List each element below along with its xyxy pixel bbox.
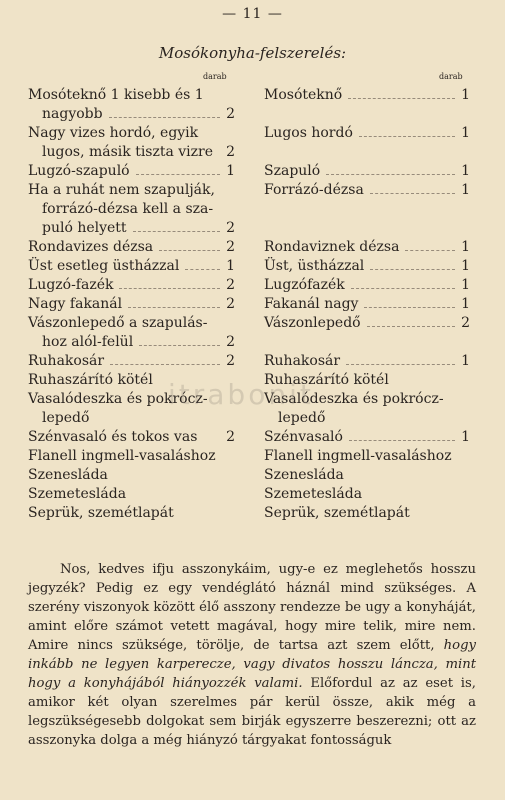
list-item: [28, 333, 235, 352]
item-label: Ha a ruhát nem szapulják,: [28, 182, 215, 198]
item-label: Szenesláda: [264, 467, 344, 483]
item-quantity: 2: [226, 277, 235, 293]
list-item: [264, 257, 470, 276]
item-label: Flanell ingmell-vasaláshoz: [264, 448, 452, 464]
leader-dots: [119, 288, 220, 289]
leader-dots: [136, 174, 220, 175]
list-item: [28, 200, 235, 219]
item-label: Ruhakosár: [264, 353, 341, 369]
list-item: [264, 314, 470, 333]
leader-dots: [139, 345, 220, 346]
item-label: hoz alól-felül: [42, 334, 134, 350]
leader-dots: [359, 136, 455, 137]
item-label: forrázó-dézsa kell a sza-: [42, 201, 214, 217]
item-quantity: 2: [226, 220, 235, 236]
leader-dots: [405, 250, 455, 251]
item-label: Forrázó-dézsa: [264, 182, 364, 198]
list-item: [264, 295, 470, 314]
list-item: [264, 428, 470, 447]
list-item: [264, 485, 470, 504]
body-paragraph: [28, 560, 476, 750]
list-item: [264, 143, 470, 162]
list-item: [264, 466, 470, 485]
leader-dots: [370, 193, 455, 194]
item-label: Vászonlepedő a szapulás-: [28, 315, 208, 331]
paragraph-text-continued: Előfordul az az eset is, amikor két olyan szerelmes pár kerül össze, akik még a legszükségesebb dolgokat sem birják egyszerre beszerezni; ott az asszonyka dolga a még hiányzó tárgyakat fontosságuk: [28, 676, 476, 748]
leader-dots: [110, 364, 220, 365]
item-label: Ruhakosár: [28, 353, 105, 369]
item-quantity: 1: [461, 277, 470, 293]
list-item: [28, 162, 235, 181]
list-item: [264, 200, 470, 219]
item-label: Üst esetleg üstházzal: [28, 258, 180, 274]
item-label: Lugos hordó: [264, 125, 353, 141]
list-item: [28, 447, 235, 466]
leader-dots: [185, 269, 220, 270]
leader-dots: [159, 250, 220, 251]
leader-dots: [351, 288, 455, 289]
item-quantity: 1: [461, 182, 470, 198]
item-label: puló helyett: [42, 220, 127, 236]
item-label: Szapuló: [264, 163, 321, 179]
list-item: [264, 447, 470, 466]
leader-dots: [367, 326, 456, 327]
list-item: [264, 105, 470, 124]
list-item: [264, 124, 470, 143]
list-item: [264, 219, 470, 238]
leader-dots: [346, 364, 455, 365]
item-label: Rondavizes dézsa: [28, 239, 154, 255]
item-label: Mosóteknő: [264, 87, 343, 103]
item-label: nagyobb: [42, 106, 103, 122]
list-item: [28, 276, 235, 295]
item-label: Seprük, szemétlapát: [28, 505, 174, 521]
item-label: Flanell ingmell-vasaláshoz: [28, 448, 216, 464]
leader-dots: [109, 117, 220, 118]
leader-dots: [349, 440, 455, 441]
item-label: Lugzó-fazék: [28, 277, 114, 293]
item-label: Lugzó-szapuló: [28, 163, 130, 179]
item-quantity: 2: [226, 353, 235, 369]
item-quantity: 1: [461, 125, 470, 141]
list-item: [28, 124, 235, 143]
item-label: Rondaviznek dézsa: [264, 239, 400, 255]
list-item: [264, 162, 470, 181]
item-quantity: 1: [226, 163, 235, 179]
watermark: itrabonit: [168, 378, 314, 411]
list-item: [28, 504, 235, 523]
leader-dots: [370, 269, 455, 270]
item-label: Vasalódeszka és pokrócz-: [264, 391, 444, 407]
equipment-list-left: [28, 86, 235, 523]
leader-dots: [133, 231, 221, 232]
list-item: [264, 86, 470, 105]
leader-dots: [326, 174, 455, 175]
item-quantity: 1: [461, 353, 470, 369]
list-item: [264, 333, 470, 352]
equipment-list-right: [264, 86, 470, 523]
list-item: [264, 181, 470, 200]
list-item: [28, 219, 235, 238]
item-quantity: 2: [226, 296, 235, 312]
item-label: Szemetesláda: [28, 486, 127, 502]
item-quantity: 1: [226, 258, 235, 274]
item-label: lepedő: [42, 410, 90, 426]
item-quantity: 1: [461, 429, 470, 445]
list-item: [28, 428, 235, 447]
leader-dots: [348, 98, 455, 99]
item-quantity: 2: [226, 144, 235, 160]
item-label: Vászonlepedő: [264, 315, 361, 331]
item-label: Mosóteknő 1 kisebb és 1: [28, 87, 204, 103]
item-quantity: 1: [461, 239, 470, 255]
list-item: [28, 257, 235, 276]
list-item: [28, 314, 235, 333]
list-item: [28, 86, 235, 105]
leader-dots: [128, 307, 220, 308]
paragraph-text: Nos, kedves ifju asszonykáim, ugy-e ez meglehetős hosszu jegyzék? Pedig ez egy vendéglátó háznál mind szükséges. A szerény viszonyok között élő asszony rendezze be ugy a konyháját, amint előre számot vetett magával, hogy mire telik, mire nem. Amire nincs szüksége, törölje, de tartsa azt szem előtt,: [28, 562, 476, 653]
list-item: [28, 409, 235, 428]
item-label: Nagy fakanál: [28, 296, 123, 312]
section-title: Mosókonyha-felszerelés:: [158, 44, 347, 62]
unit-label-left: darab: [203, 72, 227, 81]
item-label: Nagy vizes hordó, egyik: [28, 125, 199, 141]
item-quantity: 1: [461, 163, 470, 179]
item-label: Szénvasaló: [264, 429, 343, 445]
list-item: [264, 276, 470, 295]
list-item: [28, 105, 235, 124]
item-quantity: 2: [461, 315, 470, 331]
item-quantity: 2: [226, 106, 235, 122]
list-item: [264, 409, 470, 428]
item-label: Szemetesláda: [264, 486, 363, 502]
item-label: Szenesláda: [28, 467, 108, 483]
list-item: [264, 504, 470, 523]
item-label: Lugzófazék: [264, 277, 345, 293]
page-number: — 11 —: [222, 6, 283, 22]
item-label: Üst, üstházzal: [264, 258, 365, 274]
item-label: Seprük, szemétlapát: [264, 505, 410, 521]
item-quantity: 1: [461, 296, 470, 312]
paragraph-emphasis: hogy inkább ne legyen karperecze, vagy divatos hosszu láncza, mint hogy a konyhájából hiányozzék valami.: [28, 638, 476, 691]
item-label: Ruhaszárító kötél: [28, 372, 153, 388]
item-label: lugos, másik tiszta vizre: [42, 144, 214, 160]
item-quantity: 1: [461, 87, 470, 103]
item-label: Vasalódeszka és pokrócz-: [28, 391, 208, 407]
item-label: lepedő: [278, 410, 326, 426]
item-quantity: 2: [226, 239, 235, 255]
list-item: [264, 238, 470, 257]
list-item: [28, 238, 235, 257]
item-label: Ruhaszárító kötél: [264, 372, 389, 388]
list-item: [28, 295, 235, 314]
list-item: [28, 466, 235, 485]
unit-label-right: darab: [439, 72, 463, 81]
leader-dots: [364, 307, 455, 308]
item-quantity: 2: [226, 429, 235, 445]
item-quantity: 1: [461, 258, 470, 274]
item-label: Szénvasaló és tokos vas: [28, 429, 198, 445]
item-label: Fakanál nagy: [264, 296, 359, 312]
item-quantity: 2: [226, 334, 235, 350]
list-item: [28, 352, 235, 371]
list-item: [28, 181, 235, 200]
list-item: [28, 485, 235, 504]
list-item: [264, 352, 470, 371]
list-item: [28, 143, 235, 162]
